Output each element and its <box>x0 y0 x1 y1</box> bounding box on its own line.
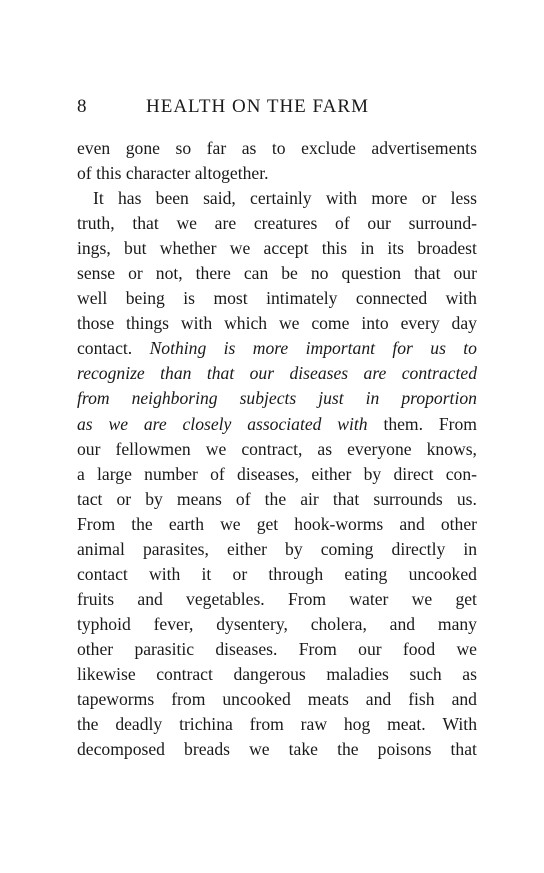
word: important <box>305 338 376 359</box>
word: proportion <box>401 388 477 409</box>
text-line <box>77 412 477 437</box>
word: contracted <box>401 363 477 384</box>
word: us. <box>456 488 477 509</box>
page-number: 8 <box>77 96 88 117</box>
word: of <box>235 488 251 509</box>
text-line <box>77 637 477 662</box>
word: we <box>205 438 227 459</box>
word: so <box>175 138 192 158</box>
word: us <box>430 338 446 359</box>
word: but <box>124 238 147 259</box>
word: intimately <box>266 288 338 309</box>
word: no <box>310 263 329 284</box>
word: to <box>463 338 477 359</box>
word: with <box>149 563 181 584</box>
word: direct <box>393 463 434 484</box>
text-line <box>77 186 477 211</box>
word: are <box>143 413 167 434</box>
text-line <box>77 161 477 186</box>
word: a <box>77 463 85 484</box>
word: from <box>249 714 284 735</box>
text-line <box>77 386 477 411</box>
running-title: HEALTH ON THE FARM <box>146 96 369 117</box>
word: far <box>206 138 227 158</box>
word: likewise <box>77 663 136 684</box>
word: that <box>132 213 159 234</box>
word: that <box>206 363 235 384</box>
word: which <box>224 313 268 334</box>
word: of <box>77 163 92 184</box>
word: water <box>349 588 389 609</box>
word: and <box>389 613 416 634</box>
body-text <box>77 136 477 762</box>
word: as <box>241 138 257 158</box>
word: with <box>180 313 213 334</box>
word: every <box>400 313 440 334</box>
word: air <box>300 488 319 509</box>
word: surrounds <box>373 488 443 509</box>
word: or <box>232 563 248 584</box>
word: fever, <box>153 613 194 634</box>
word: con- <box>445 463 477 484</box>
word: many <box>437 613 477 634</box>
running-head <box>77 96 477 120</box>
word: more <box>252 338 289 359</box>
word: we <box>249 739 270 760</box>
word: come <box>311 313 350 334</box>
word: can <box>243 263 269 284</box>
word: number <box>144 463 198 484</box>
word: gone <box>125 138 160 158</box>
word: such <box>409 663 442 684</box>
word: has <box>117 188 142 209</box>
word: we <box>456 638 477 659</box>
word: contract, <box>241 438 303 459</box>
word: altogether. <box>194 163 269 184</box>
word: we <box>229 238 251 259</box>
word: tact <box>77 488 103 509</box>
word: large <box>97 463 132 484</box>
word: said, <box>203 188 236 209</box>
word: or <box>116 488 132 509</box>
word: take <box>288 739 318 760</box>
word: fruits <box>77 588 115 609</box>
word: tapeworms <box>77 689 155 710</box>
word: Nothing <box>149 338 207 359</box>
word: that <box>450 739 477 760</box>
word: our <box>367 213 391 234</box>
word: of <box>210 463 225 484</box>
word: earth <box>168 513 204 534</box>
word: we <box>278 313 300 334</box>
word: parasites, <box>142 538 209 559</box>
word: recognize <box>77 363 145 384</box>
word: other <box>77 638 114 659</box>
text-line <box>77 286 477 311</box>
word: meat. <box>387 714 426 735</box>
word: been <box>155 188 189 209</box>
text-line <box>77 587 477 612</box>
word: truth, <box>77 213 115 234</box>
word: our <box>358 638 382 659</box>
word: with <box>445 288 477 309</box>
word: meats <box>307 689 349 710</box>
word: or <box>128 263 143 284</box>
text-line <box>77 662 477 687</box>
word: contact <box>77 563 128 584</box>
word: neighboring <box>131 388 218 409</box>
word: get <box>455 588 477 609</box>
word: certainly <box>250 188 312 209</box>
word: eating <box>344 563 388 584</box>
word: uncooked <box>408 563 477 584</box>
word: just <box>318 388 344 409</box>
word: hook-worms <box>294 513 384 534</box>
word: With <box>442 714 477 735</box>
word: in <box>360 238 375 259</box>
text-line <box>77 136 477 161</box>
word: than <box>160 363 192 384</box>
word: our <box>453 263 477 284</box>
word: are <box>214 213 237 234</box>
word: be <box>281 263 298 284</box>
word: most <box>213 288 248 309</box>
word: in <box>365 388 380 409</box>
text-line <box>77 437 477 462</box>
word: more <box>371 188 408 209</box>
word: less <box>450 188 477 209</box>
word: to <box>271 138 286 158</box>
word: it <box>201 563 212 584</box>
text-line <box>77 462 477 487</box>
text-line <box>77 562 477 587</box>
word: for <box>392 338 413 359</box>
word: uncooked <box>222 689 291 710</box>
word: means <box>176 488 222 509</box>
word: hog <box>343 714 371 735</box>
word: surround- <box>408 213 477 234</box>
text-line <box>77 211 477 236</box>
word: trichina <box>179 714 233 735</box>
word: creatures <box>253 213 318 234</box>
word: question <box>341 263 402 284</box>
word: connected <box>355 288 428 309</box>
word: either <box>311 463 352 484</box>
word: we <box>176 213 197 234</box>
word: being <box>125 288 165 309</box>
word: raw <box>300 714 328 735</box>
word: the <box>131 513 153 534</box>
word: even <box>77 138 111 158</box>
word: them. <box>383 413 424 434</box>
word: dysentery, <box>216 613 288 634</box>
word: From <box>77 513 116 534</box>
word: contact. <box>77 338 133 359</box>
word: everyone <box>347 438 412 459</box>
word: we <box>108 413 129 434</box>
word: diseases, <box>237 463 300 484</box>
word: typhoid <box>77 613 131 634</box>
word: as <box>317 438 333 459</box>
word: food <box>402 638 436 659</box>
word: advertisements <box>371 138 477 158</box>
word: It <box>93 188 104 209</box>
word: from <box>171 689 206 710</box>
word: get <box>256 513 279 534</box>
word: sense <box>77 263 116 284</box>
word: with <box>325 188 358 209</box>
word: things <box>126 313 170 334</box>
word: that <box>414 263 441 284</box>
word: whether <box>159 238 217 259</box>
word: into <box>361 313 389 334</box>
word: animal <box>77 538 125 559</box>
word: and <box>137 588 163 609</box>
text-line <box>77 537 477 562</box>
word: its <box>387 238 405 259</box>
word: well <box>77 288 108 309</box>
word: vegetables. <box>186 588 265 609</box>
word: day <box>451 313 477 334</box>
word: that <box>332 488 360 509</box>
word: deadly <box>115 714 163 735</box>
word: contract <box>156 663 213 684</box>
word: parasitic <box>134 638 195 659</box>
word: and <box>365 689 392 710</box>
word: there <box>195 263 231 284</box>
word: knows, <box>426 438 477 459</box>
word: ings, <box>77 238 111 259</box>
word: exclude <box>301 138 356 158</box>
word: diseases <box>289 363 349 384</box>
word: of <box>335 213 350 234</box>
text-line <box>77 512 477 537</box>
word: from <box>77 388 110 409</box>
word: From <box>438 413 477 434</box>
text-line <box>77 487 477 512</box>
text-line <box>77 311 477 336</box>
word: the <box>77 714 99 735</box>
word: poisons <box>377 739 432 760</box>
word: with <box>337 413 368 434</box>
word: decomposed <box>77 739 165 760</box>
word: we <box>411 588 433 609</box>
word: diseases. <box>215 638 278 659</box>
word: by <box>285 538 303 559</box>
word: or <box>421 188 437 209</box>
text-line <box>77 261 477 286</box>
word: not, <box>155 263 183 284</box>
word: subjects <box>239 388 297 409</box>
text-line <box>77 737 477 762</box>
word: by <box>145 488 163 509</box>
text-line <box>77 687 477 712</box>
word: in <box>463 538 477 559</box>
word: is <box>223 338 236 359</box>
word: From <box>287 588 327 609</box>
word: those <box>77 313 115 334</box>
word: broadest <box>417 238 477 259</box>
word: the <box>337 739 359 760</box>
word: From <box>298 638 337 659</box>
word: through <box>268 563 324 584</box>
text-line <box>77 712 477 737</box>
word: this <box>321 238 348 259</box>
word: directly <box>391 538 446 559</box>
word: coming <box>320 538 374 559</box>
word: dangerous <box>233 663 306 684</box>
word: fish <box>408 689 435 710</box>
word: are <box>363 363 387 384</box>
word: as <box>77 413 93 434</box>
word: our <box>249 363 275 384</box>
word: cholera, <box>310 613 367 634</box>
text-line <box>77 336 477 361</box>
word: associated <box>247 413 322 434</box>
word: as <box>462 663 477 684</box>
word: accept <box>263 238 309 259</box>
word: either <box>226 538 267 559</box>
word: and <box>451 689 477 710</box>
word: fellowmen <box>115 438 191 459</box>
word: the <box>264 488 287 509</box>
word: closely <box>182 413 232 434</box>
text-line <box>77 236 477 261</box>
text-line <box>77 361 477 386</box>
word: other <box>440 513 477 534</box>
word: our <box>77 438 101 459</box>
text-line <box>77 612 477 637</box>
word: maladies <box>326 663 389 684</box>
word: we <box>220 513 241 534</box>
word: and <box>399 513 425 534</box>
word: is <box>183 288 196 309</box>
word: this <box>96 163 122 184</box>
word: breads <box>184 739 230 760</box>
word: by <box>363 463 382 484</box>
word: character <box>125 163 191 184</box>
